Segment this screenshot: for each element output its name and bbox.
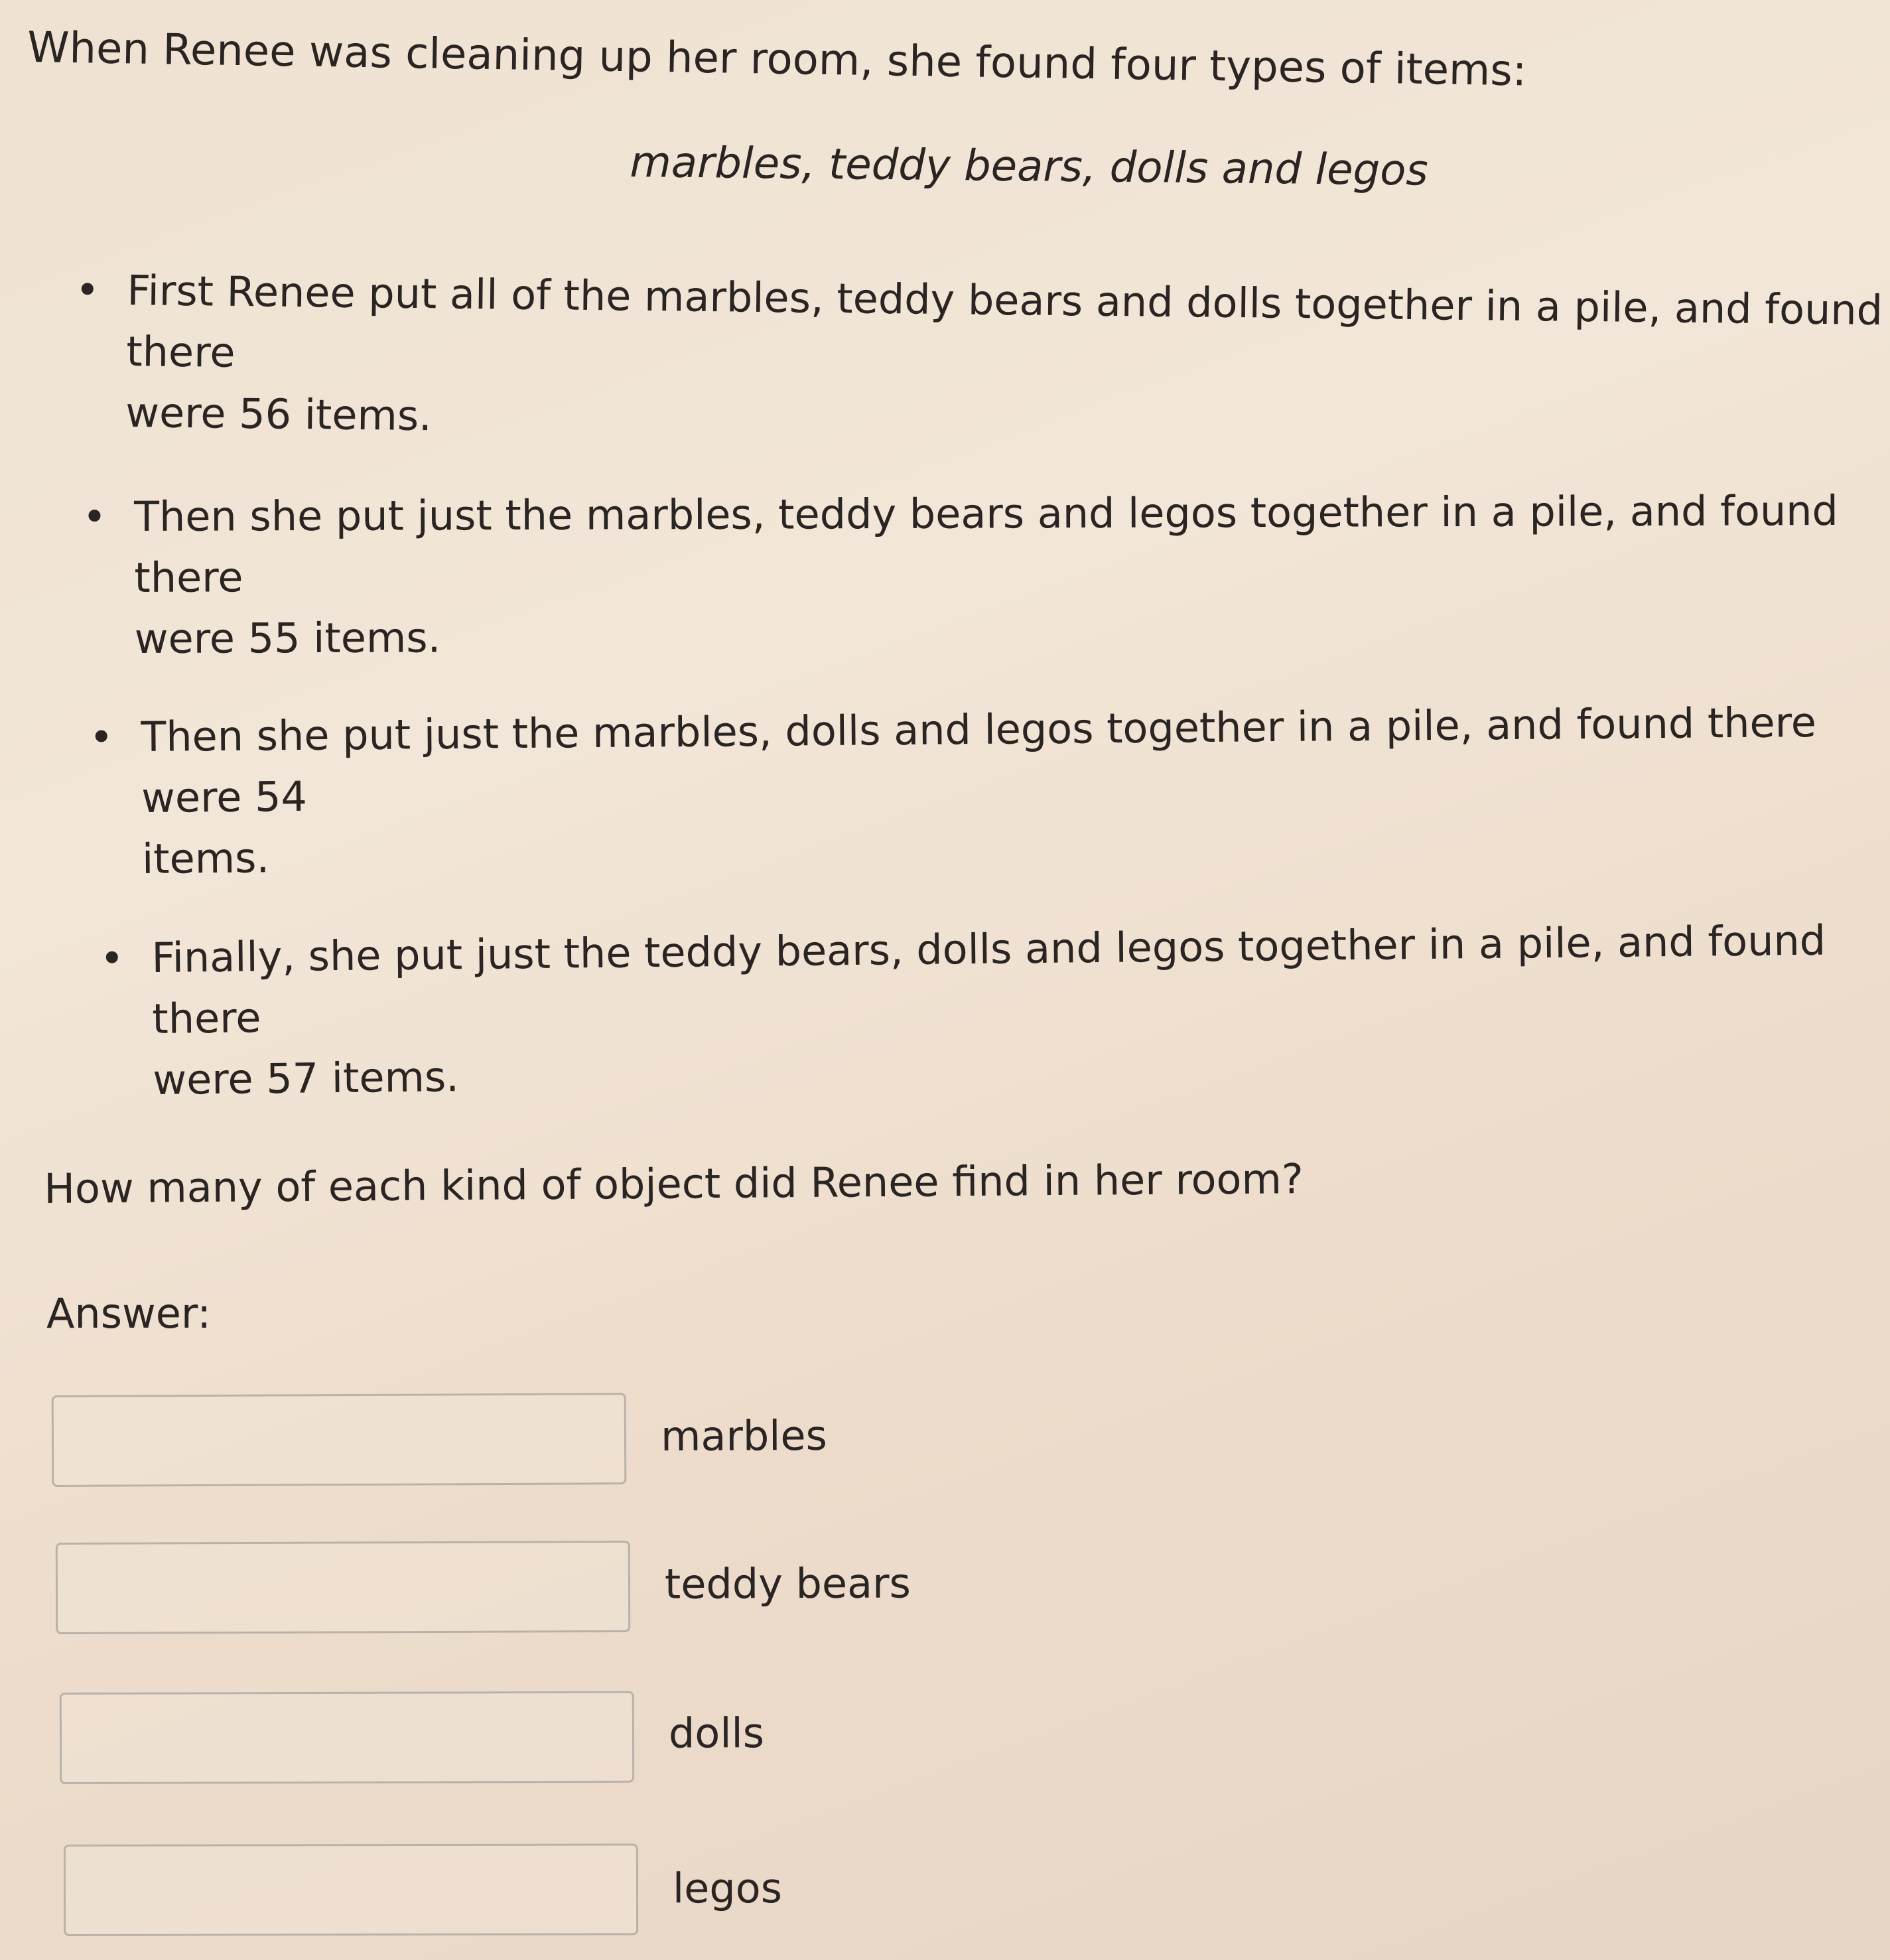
bullet-item-3: [89, 691, 1867, 890]
items-list: [630, 133, 1428, 201]
answer-label-marbles: marbles: [660, 1411, 828, 1460]
answer-label-dolls: dolls: [668, 1709, 765, 1758]
bullet-line-1: First Renee put all of the marbles, teddy bears and dolls together in a pile, and found there: [126, 265, 1883, 377]
bullet-line-1: Then she put just the marbles, dolls and legos together in a pile, and found there were 54: [141, 697, 1817, 822]
answer-label-legos: legos: [672, 1864, 783, 1913]
question-text: How many of each kind of object did Renee find in her room?: [44, 1155, 1304, 1213]
answer-input-dolls[interactable]: [60, 1691, 634, 1784]
bullet-line-1: Then she put just the marbles, teddy bears and legos together in a pile, and found there: [134, 486, 1838, 602]
bullet-line-2: were 56 items.: [125, 387, 433, 441]
bullet-dot-icon: •: [75, 265, 100, 315]
bullet-line-2: were 55 items.: [134, 613, 441, 663]
bullet-dot-icon: •: [100, 934, 125, 983]
bullet-line-1: Finally, she put just the teddy bears, dolls and legos together in a pile, and found there: [151, 916, 1826, 1043]
bullet-item-4: [100, 910, 1878, 1111]
answer-label-teddy-bears: teddy bears: [664, 1559, 911, 1608]
bullet-dot-icon: •: [89, 713, 114, 762]
bullet-item-2: [82, 480, 1859, 669]
bullet-dot-icon: •: [82, 492, 107, 541]
bullet-line-2: items.: [141, 833, 270, 883]
intro-text: When Renee was cleaning up her room, she found four types of items:: [27, 23, 1527, 96]
bullet-item-1: [75, 260, 1885, 463]
answer-input-legos[interactable]: [64, 1843, 638, 1936]
bullet-line-2: were 57 items.: [153, 1052, 460, 1104]
answer-label: Answer:: [46, 1289, 212, 1338]
answer-input-marbles[interactable]: [52, 1393, 627, 1487]
items-list-text: marbles, teddy bears, dolls and legos: [630, 137, 1429, 196]
answer-input-teddy-bears[interactable]: [56, 1541, 630, 1634]
